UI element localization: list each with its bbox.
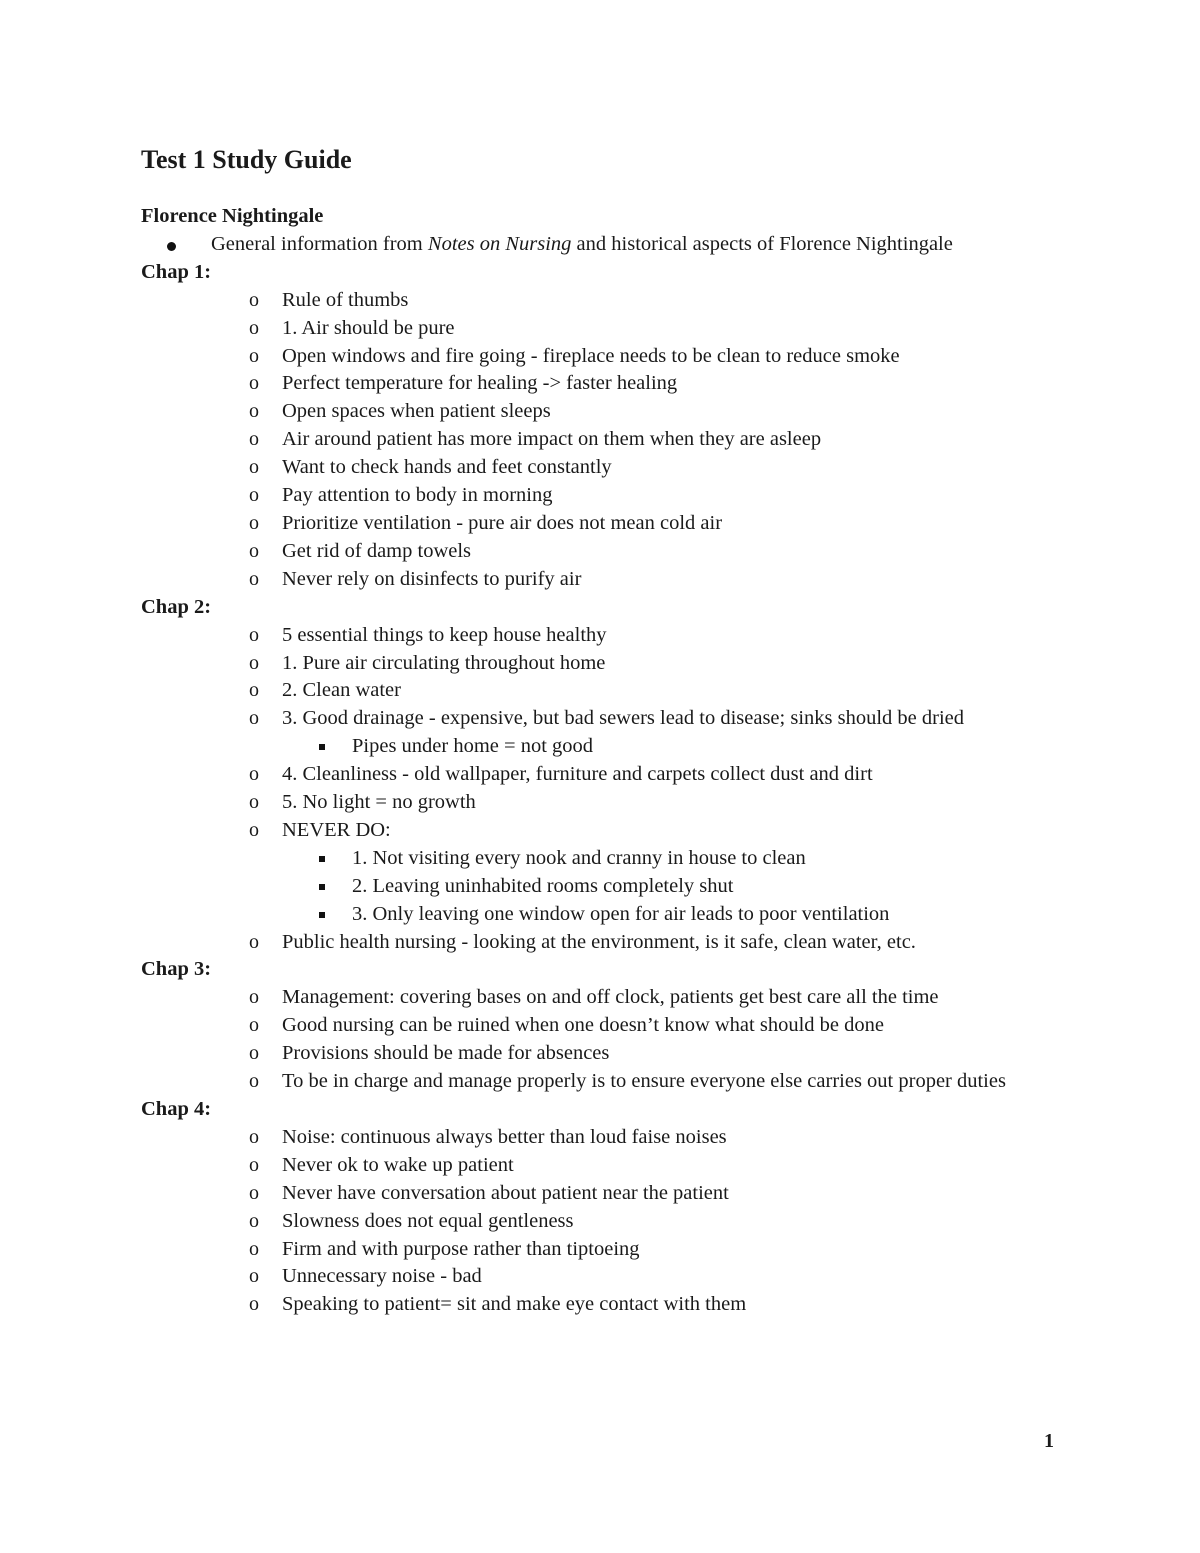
circle-bullet-icon: o [249,623,259,646]
sub-list-item-text: 1. Not visiting every nook and cranny in house to clean [352,846,806,869]
list-item [141,622,1071,650]
list-item-text: 1. Pure air circulating throughout home [282,651,606,674]
circle-bullet-icon: o [249,818,259,841]
section-heading-florence: Florence Nightingale [141,205,324,227]
circle-bullet-icon: o [249,428,259,451]
list-item [141,315,1071,343]
sub-list-item [141,845,1071,873]
sub-list-item-text: Pipes under home = not good [352,735,594,758]
list-item [141,426,1071,454]
list-item [141,231,1071,259]
circle-bullet-icon: o [249,763,259,786]
sub-list-item [141,733,1071,761]
circle-bullet-icon: o [249,791,259,814]
square-bullet-icon [319,856,325,862]
chapter-list [141,1124,1071,1319]
circle-bullet-icon: o [249,930,259,953]
chapter-heading: Chap 1: [141,260,212,283]
list-item-text: Good nursing can be ruined when one doesn’t know what should be done [282,1014,884,1037]
list-item-text: Want to check hands and feet constantly [282,456,612,479]
list-item [141,398,1071,426]
book-title: Notes on Nursing [427,232,572,255]
list-item [141,677,1071,705]
circle-bullet-icon: o [249,456,259,479]
circle-bullet-icon: o [249,707,259,730]
circle-bullet-icon: o [249,1209,259,1232]
sub-list-item-text: 2. Leaving uninhabited rooms completely shut [352,874,734,897]
circle-bullet-icon: o [249,651,259,674]
list-item [141,817,1071,845]
list-item [141,1152,1071,1180]
list-item-text: Slowness does not equal gentleness [282,1209,574,1232]
circle-bullet-icon: o [249,1181,259,1204]
list-item-text: Open windows and fire going - fireplace needs to be clean to reduce smoke [282,344,900,367]
circle-bullet-icon: o [249,400,259,423]
list-item-text: Open spaces when patient sleeps [282,400,551,423]
square-bullet-icon [319,884,325,890]
chapter-list [141,622,1071,957]
circle-bullet-icon: o [249,344,259,367]
list-item [141,482,1071,510]
bullet-text-post: and historical aspects of Florence Nightingale [571,232,953,255]
circle-bullet-icon: o [249,372,259,395]
page-title: Test 1 Study Guide [141,145,352,174]
circle-bullet-icon: o [249,484,259,507]
chapters-container [141,259,1071,1319]
list-item [141,538,1071,566]
list-item [141,370,1071,398]
chapter-heading: Chap 2: [141,595,212,618]
list-item [141,650,1071,678]
list-item [141,1236,1071,1264]
chapter-heading: Chap 4: [141,1098,212,1120]
list-item-text: Never rely on disinfects to purify air [282,567,582,590]
sub-list-item-text: 3. Only leaving one window open for air leads to poor ventilation [352,902,890,925]
list-item [141,929,1071,957]
list-item [141,510,1071,538]
list-item-text: Never have conversation about patient near the patient [282,1181,729,1204]
list-item-text: Get rid of damp towels [282,539,472,562]
circle-bullet-icon: o [249,1293,259,1316]
list-item-text: NEVER DO: [282,818,391,841]
list-item-text: 3. Good drainage - expensive, but bad sewers lead to disease; sinks should be dried [282,707,965,730]
florence-list [141,231,1071,259]
bullet-text-pre: General information from [211,232,428,255]
list-item [141,287,1071,315]
list-item-text: Never ok to wake up patient [282,1153,514,1176]
circle-bullet-icon: o [249,1014,259,1037]
list-item [141,1068,1071,1096]
bullet-dot-icon [167,242,176,251]
list-item-text: Management: covering bases on and off clock, patients get best care all the time [282,986,939,1009]
circle-bullet-icon: o [249,986,259,1009]
circle-bullet-icon: o [249,1237,259,1260]
list-item [141,1040,1071,1068]
list-item [141,1208,1071,1236]
list-item [141,566,1071,594]
circle-bullet-icon: o [249,567,259,590]
list-item [141,1291,1071,1319]
list-item [141,705,1071,733]
circle-bullet-icon: o [249,1125,259,1148]
list-item-text: 1. Air should be pure [282,316,455,339]
page-number: 1 [1044,1430,1054,1452]
list-item [141,984,1071,1012]
list-item [141,1124,1071,1152]
list-item-text: Firm and with purpose rather than tiptoeing [282,1237,640,1260]
list-item [141,789,1071,817]
circle-bullet-icon: o [249,1153,259,1176]
square-bullet-icon [319,744,325,750]
circle-bullet-icon: o [249,288,259,311]
list-item [141,343,1071,371]
list-item [141,1263,1071,1291]
list-item-text: 5. No light = no growth [282,791,476,814]
list-item-text: Pay attention to body in morning [282,484,553,507]
list-item-text: Public health nursing - looking at the environment, is it safe, clean water, etc. [282,930,916,953]
list-item-text: Perfect temperature for healing -> faster healing [282,372,678,395]
list-item-text: Rule of thumbs [282,288,409,311]
circle-bullet-icon: o [249,1070,259,1093]
list-item-text: 2. Clean water [282,679,401,702]
list-item-text: Provisions should be made for absences [282,1042,610,1065]
circle-bullet-icon: o [249,511,259,534]
square-bullet-icon [319,912,325,918]
circle-bullet-icon: o [249,1265,259,1288]
list-item-text: 5 essential things to keep house healthy [282,623,607,646]
circle-bullet-icon: o [249,1042,259,1065]
circle-bullet-icon: o [249,679,259,702]
list-item-text: Prioritize ventilation - pure air does not mean cold air [282,511,723,534]
chapter-heading: Chap 3: [141,958,212,981]
sub-list-item [141,901,1071,929]
list-item-text: Speaking to patient= sit and make eye contact with them [282,1293,747,1316]
chapter-list [141,287,1071,594]
list-item [141,761,1071,789]
list-item-text: 4. Cleanliness - old wallpaper, furniture and carpets collect dust and dirt [282,763,873,786]
list-item [141,1180,1071,1208]
list-item [141,1012,1071,1040]
list-item-text: Unnecessary noise - bad [282,1265,482,1288]
circle-bullet-icon: o [249,539,259,562]
sub-list-item [141,873,1071,901]
chapter-list [141,984,1071,1096]
list-item-text: Noise: continuous always better than loud faise noises [282,1125,727,1148]
list-item-text: Air around patient has more impact on them when they are asleep [282,428,822,451]
list-item-text: To be in charge and manage properly is to ensure everyone else carries out proper duties [282,1070,1006,1093]
circle-bullet-icon: o [249,316,259,339]
list-item [141,454,1071,482]
document-body [141,203,1071,1319]
